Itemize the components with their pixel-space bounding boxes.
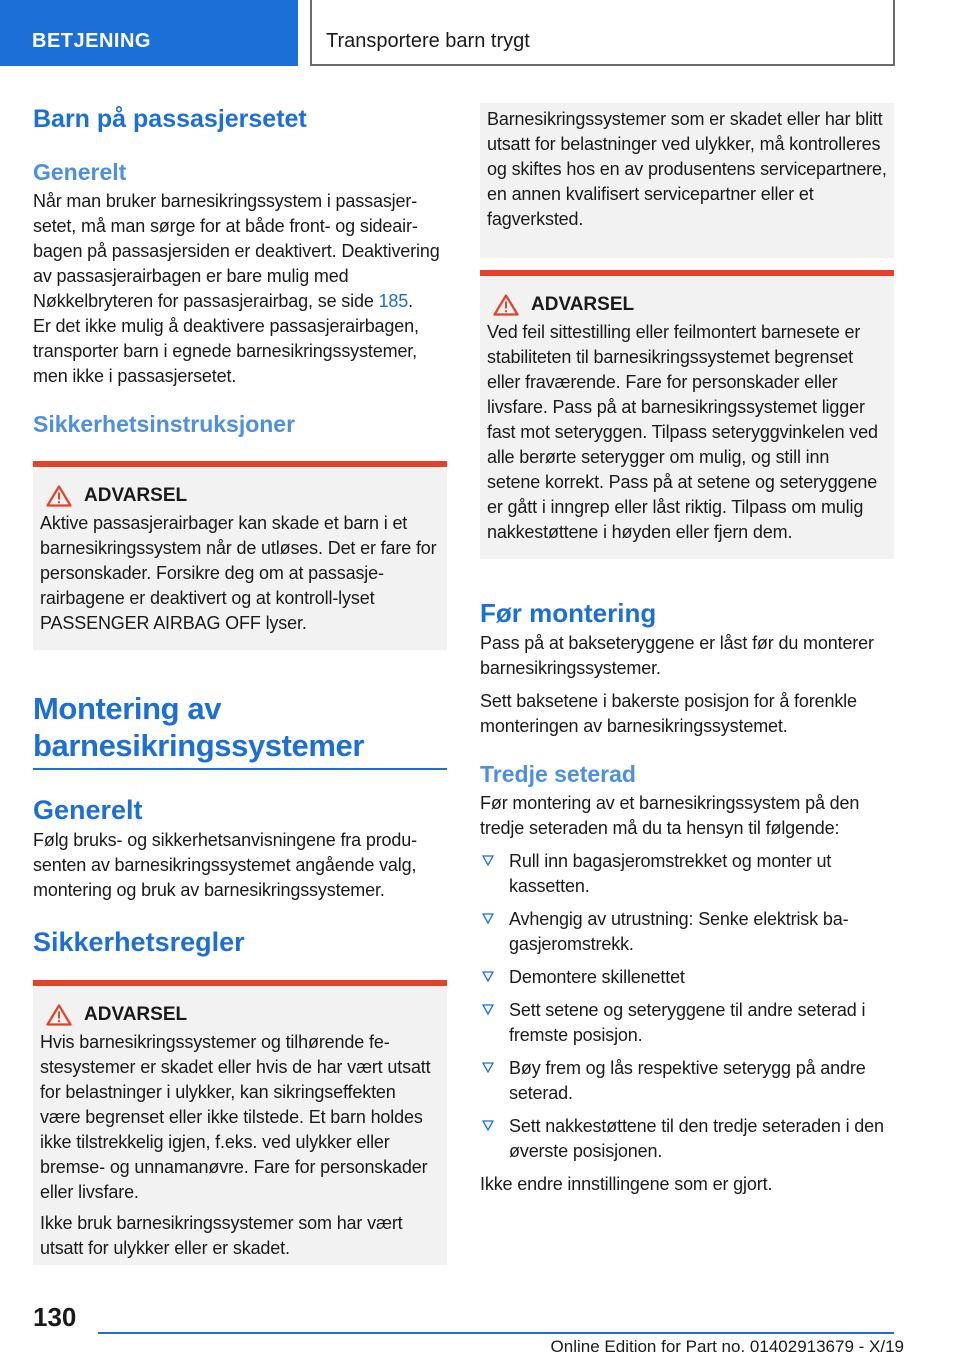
list-item-text: Sett nakkestøttene til den tredje seteraden i den øverste posisjonen. — [509, 1116, 884, 1161]
page-link-185[interactable]: 185 — [378, 291, 409, 311]
triangle-bullet-icon — [482, 1062, 494, 1074]
warning-continuation-box — [480, 103, 894, 258]
list-item-text: Avhengig av utrustning: Senke elektrisk bagasjeromstrekk. — [509, 909, 849, 954]
page-header — [0, 0, 960, 66]
list-item — [480, 907, 894, 957]
heading-line-2: barnesikringssystemer — [33, 728, 365, 763]
heading-generelt: Generelt — [33, 159, 127, 185]
list-item — [480, 849, 894, 899]
heading-sikkerhetsregler: Sikkerhetsregler — [33, 927, 245, 957]
warning-triangle-icon — [46, 1004, 72, 1026]
header-right-border — [893, 0, 895, 66]
left-column — [33, 100, 447, 1265]
page-number: 130 — [33, 1302, 77, 1332]
heading-for-montering: Før montering — [480, 598, 657, 628]
warning-title: ADVARSEL — [84, 485, 188, 506]
list-item-text: Bøy frem og lås respektive seterygg på andre seterad. — [509, 1058, 866, 1103]
header-divider — [310, 0, 312, 66]
triangle-bullet-icon — [482, 1004, 494, 1016]
right-column — [480, 103, 894, 1197]
triangle-bullet-icon — [482, 1120, 494, 1132]
warning-header — [487, 294, 887, 316]
paragraph-generelt — [33, 189, 447, 314]
page-footer — [0, 1298, 960, 1362]
warning-title: ADVARSEL — [531, 294, 635, 315]
warning-box — [33, 980, 447, 1265]
list-item — [480, 1114, 894, 1164]
chapter-rule — [33, 768, 447, 770]
triangle-bullet-icon — [482, 971, 494, 983]
heading-line-1: Montering av — [33, 691, 222, 726]
heading-sikkerhetsinstruksjoner: Sikkerhetsinstruksjoner — [33, 411, 296, 437]
footer-rule — [98, 1332, 894, 1334]
list-item-text: Demontere skillenettet — [509, 967, 685, 987]
paragraph-generelt-2: Er det ikke mulig å deaktivere passasjerairbagen, transporter barn i egnede barnesikringssystemer, men ikke i passasjersetet. — [33, 316, 419, 386]
warning-text: Ved feil sittestilling eller feilmontert barnesete er stabiliteten til barnesikringssystemet begrenset eller fraværende. Fare for personskader eller livsfare. Pass på at barnesikringssystemet ligger fast mot seteryggen. Tilpass seteryggvinkelen ved alle berørte seterygger om mulig, og still inn setene korrekt. Pass på at setene og seteryggene er gått i inngrep eller låst riktig. Tilpass om mulig nakkestøttene i høyden eller fjern dem. — [487, 322, 878, 542]
warning-text: Aktive passasjerairbager kan skade et barn i et barnesikringssystem når de utløses. Det er fare for personskader. Forsikre deg om at passasjerairbagene er deaktivert og at kontroll-lyset PASSENGER AIRBAG OFF lyser. — [40, 513, 437, 633]
paragraph-text: . — [408, 291, 414, 311]
heading-montering — [33, 690, 447, 764]
warning-text: Hvis barnesikringssystemer og tilhørende festesystemer er skadet eller hvis de har vært utsatt for belastninger i ulykker, kan sikringseffekten være begrenset eller ikke tilstede. Et barn holdes ikke tilstrekkelig igjen, f.eks. ved ulykker eller bremse- og unnamanøvre. Fare for personskader eller livsfare. — [40, 1032, 431, 1202]
warning-triangle-icon — [46, 485, 72, 507]
paragraph-tredje-seterad: Før montering av et barnesikringssystem på den tredje seteraden må du ta hensyn til følgende: — [480, 793, 860, 838]
warning-text-2: Ikke bruk barnesikringssystemer som har vært utsatt for ulykker eller er skadet. — [40, 1213, 403, 1258]
warning-box — [480, 270, 894, 559]
list-item — [480, 965, 894, 990]
heading-generelt-2: Generelt — [33, 795, 143, 825]
steps-list — [480, 849, 894, 1164]
warning-title: ADVARSEL — [84, 1004, 188, 1025]
paragraph-for-montering-2: Sett baksetene i bakerste posisjon for å forenkle monteringen av barnesikringssystemet. — [480, 691, 857, 736]
warning-header — [40, 1004, 440, 1026]
list-item — [480, 1056, 894, 1106]
paragraph-for-montering: Pass på at bakseteryggene er låst før du monterer barnesikringssystemer. — [480, 633, 874, 678]
list-item-text: Sett setene og seteryggene til andre seterad i fremste posisjon. — [509, 1000, 866, 1045]
list-item-text: Rull inn bagasjeromstrekket og monter ut kassetten. — [509, 851, 832, 896]
triangle-bullet-icon — [482, 913, 494, 925]
heading-tredje-seterad: Tredje seterad — [480, 761, 636, 787]
heading-barn-pa-passasjersetet: Barn på passasjersetet — [33, 105, 307, 133]
triangle-bullet-icon — [482, 855, 494, 867]
header-bottom-border — [310, 64, 895, 66]
paragraph-text: Når man bruker barnesikringssystem i passasjersetet, må man sørge for at både front- og sideairbagen på passasjersiden er deaktivert. Deaktivering av passasjerairbagen er bare mulig med Nøkkelbryteren for passasjerairbag, se side — [33, 191, 440, 311]
list-item — [480, 998, 894, 1048]
warning-box — [33, 461, 447, 650]
paragraph-final: Ikke endre innstillingene som er gjort. — [480, 1174, 773, 1194]
warning-header — [40, 485, 440, 507]
warning-triangle-icon — [493, 294, 519, 316]
warning-text: Barnesikringssystemer som er skadet eller har blitt utsatt for belastninger ved ulykker, må kontrolleres og skiftes hos en av produsentens servicepartnere, en annen kvalifisert servicepartner eller et fagverksted. — [487, 109, 887, 229]
paragraph-generelt-montering: Følg bruks- og sikkerhetsanvisningene fra produsenten av barnesikringssystemet angående valg, montering og bruk av barnesikringssystemer. — [33, 830, 418, 900]
chapter-title: Transportere barn trygt — [326, 30, 530, 52]
edition-text: Online Edition for Part no. 01402913679 - X/19 — [550, 1337, 904, 1356]
section-label: BETJENING — [0, 0, 298, 66]
